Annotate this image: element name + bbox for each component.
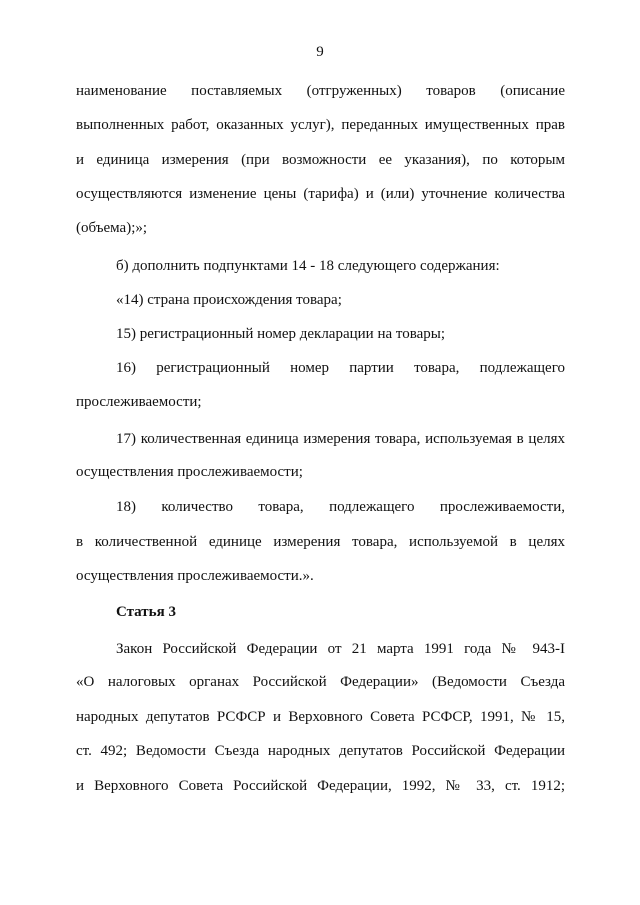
text-line: осуществления прослеживаемости.». (76, 568, 314, 584)
text-line: наименование поставляемых (отгруженных) товаров (описание (76, 83, 565, 99)
text-line: Закон Российской Федерации от 21 марта 1991 года № 943-I (116, 641, 565, 657)
text-line: «О налоговых органах Российской Федерации» (Ведомости Съезда (76, 674, 565, 690)
text-line: «14) страна происхождения товара; (116, 292, 342, 308)
text-line: и Верховного Совета Российской Федерации, 1992, № 33, ст. 1912; (76, 778, 565, 794)
text-line: и единица измерения (при возможности ее указания), по которым (76, 152, 565, 168)
text-line: б) дополнить подпунктами 14 - 18 следующего содержания: (116, 258, 500, 274)
text-line: осуществляются изменение цены (тарифа) и (или) уточнение количества (76, 186, 565, 202)
text-line: выполненных работ, оказанных услуг), переданных имущественных прав (76, 117, 565, 133)
text-line: 17) количественная единица измерения товара, используемая в целях (116, 431, 565, 447)
text-line: 18) количество товара, подлежащего прослеживаемости, (116, 499, 565, 515)
text-line: 15) регистрационный номер декларации на товары; (116, 326, 446, 342)
text-line: (объема);»; (76, 220, 148, 236)
text-line: ст. 492; Ведомости Съезда народных депутатов Российской Федерации (76, 743, 565, 759)
article-heading: Статья 3 (116, 604, 176, 620)
page-number: 9 (316, 44, 324, 60)
text-line: в количественной единице измерения товара, используемой в целях (76, 534, 565, 550)
text-line: осуществления прослеживаемости; (76, 464, 303, 480)
text-line: 16) регистрационный номер партии товара, подлежащего (116, 360, 565, 376)
text-line: народных депутатов РСФСР и Верховного Совета РСФСР, 1991, № 15, (76, 709, 565, 725)
text-line: прослеживаемости; (76, 394, 202, 410)
